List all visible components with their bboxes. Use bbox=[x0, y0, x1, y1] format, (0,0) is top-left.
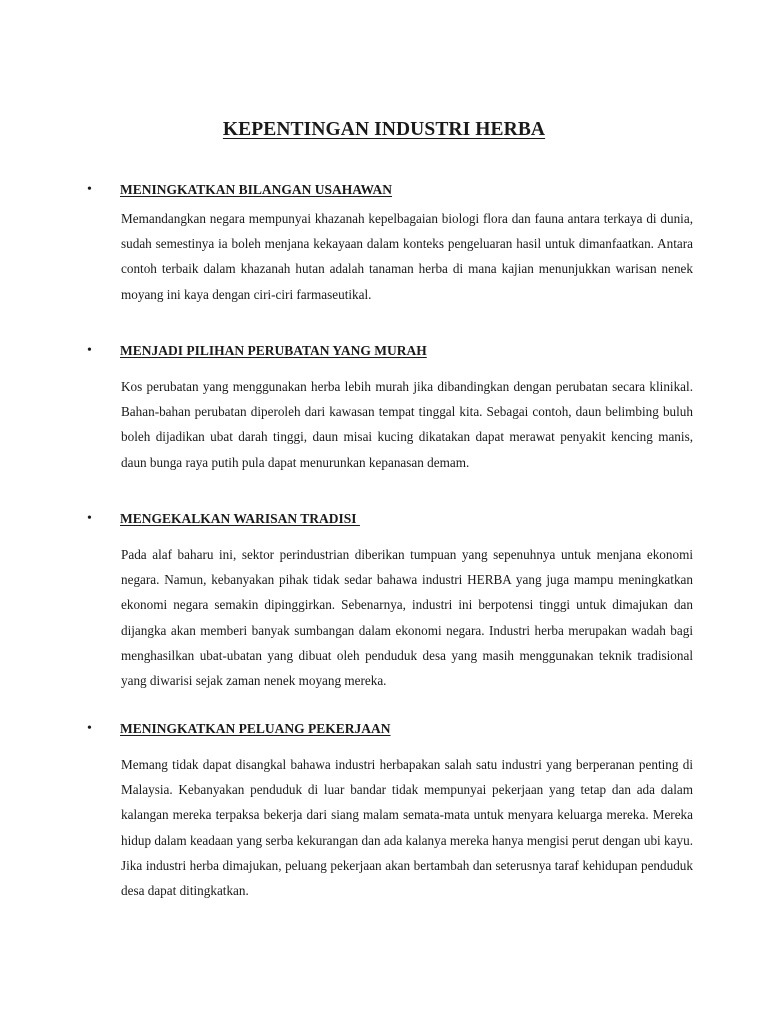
bullet-icon: • bbox=[87, 343, 92, 358]
section-paragraph: Kos perubatan yang menggunakan herba lebih murah jika dibandingkan dengan perubatan secara klinikal. Bahan-bahan perubatan diperoleh dari kawasan tempat tinggal kita. Sebagai contoh, daun belimbing buluh boleh dijadikan ubat darah tinggi, daun misai kucing dikatakan dapat merawat penyakit kencing manis, daun bunga raya putih pula dapat menurunkan kepanasan demam. bbox=[121, 379, 693, 470]
bullet-icon: • bbox=[87, 511, 92, 526]
section-paragraph: Memang tidak dapat disangkal bahawa industri herbapakan salah satu industri yang berperanan penting di Malaysia. Kebanyakan penduduk di luar bandar tidak mempunyai pekerjaan yang tetap dan ada dalam kalangan mereka terpaksa bekerja dari siang malam semata-mata untuk menyara keluarga mereka. Mereka hidup dalam keadaan yang serba kekurangan dan ada kalanya mereka hanya mengisi perut dengan ubi kayu. Jika industri herba dimajukan, peluang pekerjaan akan bertambah dan seterusnya taraf kehidupan penduduk desa dapat ditingkatkan. bbox=[121, 757, 693, 899]
section-paragraph: Pada alaf baharu ini, sektor perindustrian diberikan tumpuan yang sepenuhnya untuk menjana ekonomi negara. Namun, kebanyakan pihak tidak sedar bahawa industri HERBA yang juga mampu meningkatkan ekonomi negara semakin dipinggirkan. Sebenarnya, industri ini berpotensi tinggi untuk dimajukan dan dijangka akan memberi banyak sumbangan dalam ekonomi negara. Industri herba merupakan wadah bagi menghasilkan ubat-ubatan yang dibuat oleh penduduk desa yang masih menggunakan teknik tradisional yang diwarisi sejak zaman nenek moyang mereka. bbox=[121, 547, 693, 689]
section-heading: MENINGKATKAN PELUANG PEKERJAAN bbox=[120, 721, 391, 736]
section-heading: MENINGKATKAN BILANGAN USAHAWAN bbox=[120, 182, 393, 197]
section-paragraph: Memandangkan negara mempunyai khazanah kepelbagaian biologi flora dan fauna antara terkaya di dunia, sudah semestinya ia boleh menjana kekayaan dalam konteks pengeluaran hasil untuk dimanfaatkan. Antara contoh terbaik dalam khazanah hutan adalah tanaman herba di mana kajian menunjukkan warisan nenek moyang ini kaya dengan ciri-ciri farmaseutikal. bbox=[121, 211, 693, 302]
document-title: KEPENTINGAN INDUSTRI HERBA bbox=[222, 119, 546, 140]
bullet-icon: • bbox=[87, 182, 92, 197]
section-heading: MENJADI PILIHAN PERUBATAN YANG MURAH bbox=[120, 343, 427, 358]
section-heading: MENGEKALKAN WARISAN TRADISI bbox=[120, 511, 360, 526]
bullet-icon: • bbox=[87, 721, 92, 736]
